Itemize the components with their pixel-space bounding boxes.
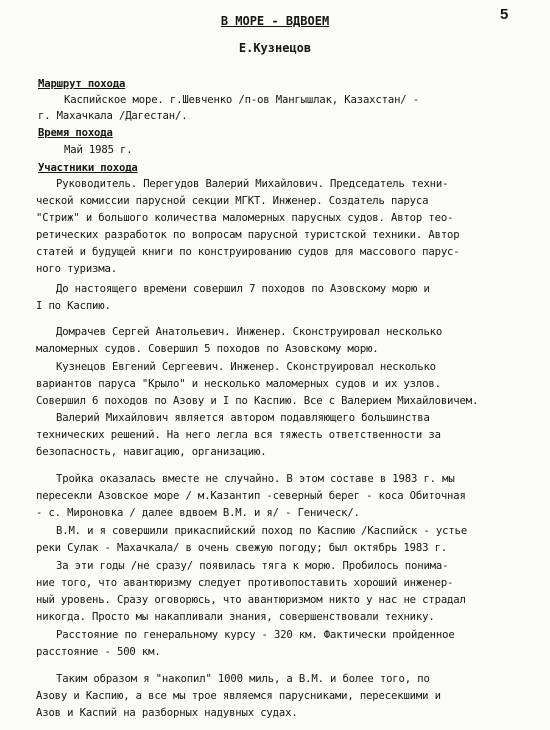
body-line: В.М. и я совершили прикаспийский поход по Каспию /Каспийск - устье (56, 525, 468, 537)
body-line: вариантов паруса "Крыло" и несколько маломерных судов и их узлов. (36, 378, 441, 390)
time-value: Май 1985 г. (64, 144, 133, 156)
body-line: безопасность, навигацию, организацию. (36, 446, 267, 458)
body-line: Таким образом я "накопил" 1000 миль, а В.М. и более того, по (56, 673, 430, 685)
body-line: ние того, что авантюризму следует противопоставить хороший инженер- (36, 577, 454, 589)
body-line: Азову и Каспию, а все мы трое являемся парусниками, пересекшими и (36, 690, 441, 702)
body-line: До настоящего времени совершил 7 походов по Азовскому морю и (56, 283, 430, 295)
page-number: 5 (500, 6, 509, 23)
body-line: Тройка оказалась вместе не случайно. В этом составе в 1983 г. мы (56, 473, 455, 485)
document-author: Е.Кузнецов (238, 41, 312, 55)
route-heading: Маршрут похода (38, 78, 126, 90)
body-line: никогда. Просто мы накапливали знания, совершенствовали технику. (36, 611, 435, 623)
body-line: ного туризма. (36, 263, 117, 275)
time-heading: Время похода (38, 127, 113, 139)
participants-heading: Участники похода (38, 162, 138, 174)
body-line: статей и будущей книги по конструированию судов для массового парус- (36, 246, 460, 258)
body-line: пересекли Азовское море / м.Казантип -северный берег - коса Обиточная (36, 490, 466, 502)
body-line: Расстояние по генеральному курсу - 320 км. Фактически пройденное (56, 629, 455, 641)
body-line: реки Сулак - Махачкала/ в очень свежую погоду; был октябрь 1983 г. (36, 542, 448, 554)
body-line: ный уровень. Сразу оговорюсь, что авантюризмом никто у нас не страдал (36, 594, 466, 606)
body-line: Кузнецов Евгений Сергеевич. Инженер. Сконструировал несколько (56, 361, 436, 373)
body-line: Совершил 6 походов по Азову и I по Каспию. Все с Валерием Михайловичем. (36, 395, 479, 407)
body-line: технических решений. На него легла вся тяжесть ответственности за (36, 429, 441, 441)
body-line: За эти годы /не сразу/ появилась тяга к морю. Пробилось понима- (56, 560, 449, 572)
document-title: В МОРЕ - ВДВОЕМ (220, 14, 330, 28)
body-line: I по Каспию. (36, 300, 111, 312)
body-line: Руководитель. Перегудов Валерий Михайлович. Председатель техни- (56, 178, 449, 190)
body-line: - с. Мироновка / далее вдвоем В.М. и я/ - Геническ/. (36, 507, 360, 519)
body-line: ческой комиссии парусной секции МГКТ. Инженер. Создатель паруса (36, 195, 429, 207)
body-line: "Стриж" и большого количества маломерных парусных судов. Автор тео- (36, 212, 454, 224)
body-line: Домрачев Сергей Анатольевич. Инженер. Сконструировал несколько (56, 326, 443, 338)
route-line-2: г. Махачкала /Дагестан/. (38, 110, 188, 122)
body-line: ретических разработок по вопросам парусной туристской техники. Автор (36, 229, 460, 241)
body-line: Валерий Михайлович является автором подавляющего большинства (56, 412, 430, 424)
route-line-1: Каспийское море. г.Шевченко /п-ов Мангышлак, Казахстан/ - (64, 94, 419, 106)
body-line: маломерных судов. Совершил 5 походов по Азовскому морю. (36, 343, 379, 355)
body-line: Азов и Каспий на разборных надувных судах. (36, 707, 298, 719)
body-line: расстояние - 500 км. (36, 646, 161, 658)
